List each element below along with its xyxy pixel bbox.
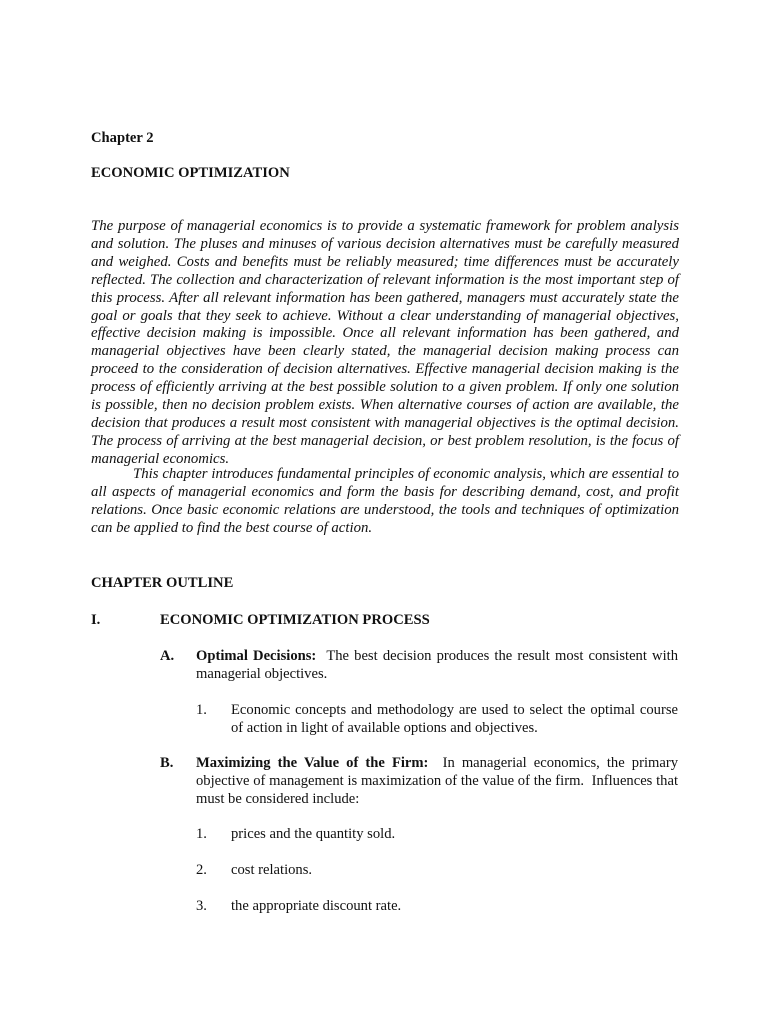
- subitem-number: 1.: [196, 826, 207, 842]
- outline-item-body: In managerial economics, the primary objective of management is maximization of the value of the firm. Influences that must be considered include:: [196, 755, 682, 807]
- section-numeral: I.: [91, 612, 101, 628]
- subitem-number: 2.: [196, 862, 207, 878]
- chapter-label: Chapter 2: [91, 130, 154, 146]
- subitem-number: 1.: [196, 702, 207, 718]
- outline-item-text: [196, 754, 682, 808]
- subitem-text: the appropriate discount rate.: [231, 898, 402, 914]
- subitem-number: 3.: [196, 898, 207, 914]
- intro-paragraph: This chapter introduces fundamental principles of economic analysis, which are essential to all aspects of managerial economics and form the basis for describing demand, cost, and profit relations. Once basic economic relations are understood, the tools and techniques of optimization can be applied to find the best course of action.: [91, 466, 679, 536]
- section-title: ECONOMIC OPTIMIZATION PROCESS: [160, 612, 430, 628]
- outline-item-letter: A.: [160, 648, 175, 664]
- intro-paragraph: The purpose of managerial economics is to provide a systematic framework for problem analysis and solution. The pluses and minuses of various decision alternatives must be carefully measured and weighed. Costs and benefits must be reliably measured; time differences must be accurately reflected. The collection and characterization of relevant information is the most important step of this process. After all relevant information has been gathered, managers must accurately state the goal or goals that they seek to achieve. Without a clear understanding of managerial objectives, effective decision making is impossible. Once all relevant information has been gathered, and managerial objectives have been clearly stated, the managerial decision making process can proceed to the consideration of decision alternatives. Effective managerial decision making is the process of efficiently arriving at the best possible solution to a given problem. If only one solution is possible, then no decision problem exists. When alternative courses of action are available, the decision that produces a result most consistent with managerial objectives is the optimal decision. The process of arriving at the best managerial decision, or best problem resolution, is the focus of managerial economics.: [91, 218, 679, 467]
- outline-heading: CHAPTER OUTLINE: [91, 575, 234, 591]
- outline-item-heading: Optimal Decisions:: [196, 648, 317, 664]
- outline-item-letter: B.: [160, 755, 174, 771]
- outline-item-body: The best decision produces the result most consistent with managerial objectives.: [196, 648, 682, 682]
- outline-item-heading: Maximizing the Value of the Firm:: [196, 755, 429, 771]
- subitem-text: Economic concepts and methodology are used to select the optimal course of action in light of available options and objectives.: [231, 702, 678, 736]
- outline-item-text: [196, 647, 682, 683]
- chapter-title: ECONOMIC OPTIMIZATION: [91, 165, 290, 181]
- subitem-text: prices and the quantity sold.: [231, 826, 396, 842]
- subitem-text: cost relations.: [231, 862, 313, 878]
